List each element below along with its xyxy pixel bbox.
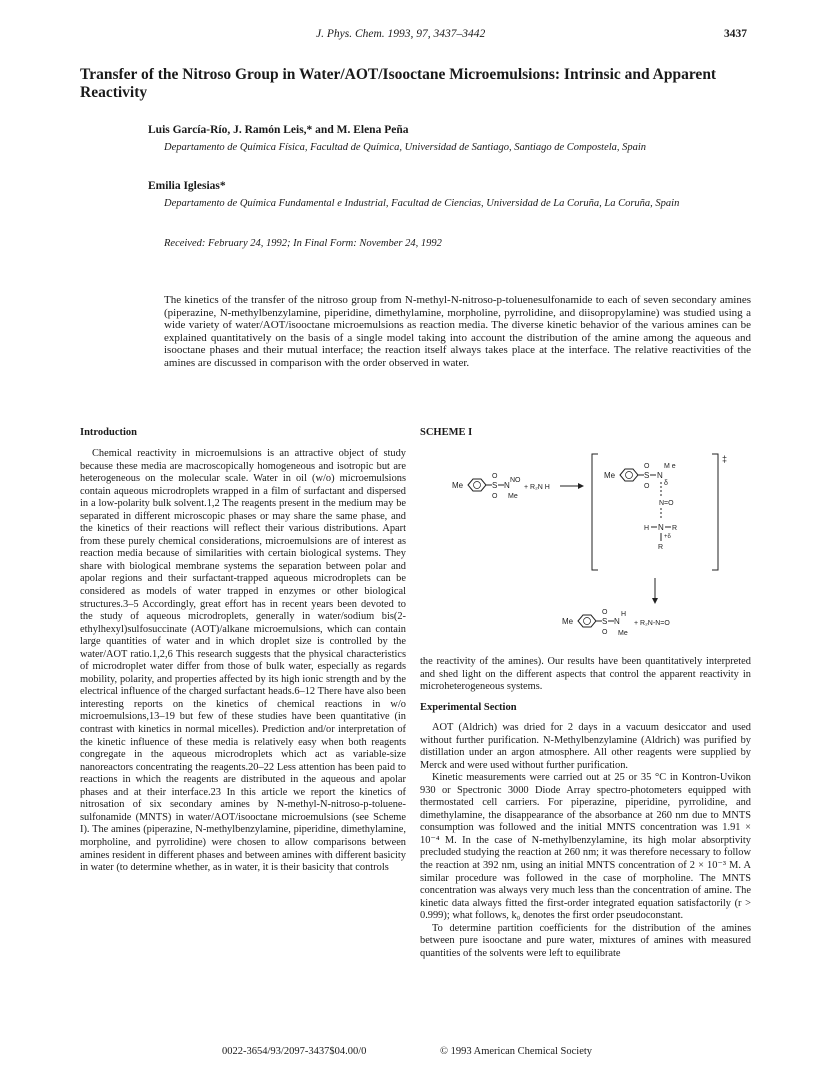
svg-text:S: S (644, 471, 650, 480)
ts-methyl: Me (604, 471, 616, 480)
svg-text:S: S (492, 481, 498, 490)
ts-sulfonamide-n: N (657, 471, 663, 480)
copyright: © 1993 American Chemical Society (440, 1046, 593, 1057)
ts-delta: δ (664, 480, 668, 487)
page-number: 3437 (724, 28, 747, 40)
received-dates: Received: February 24, 1992; In Final Form: November 24, 1992 (164, 238, 442, 249)
svg-text:O: O (644, 483, 650, 490)
svg-text:O: O (492, 493, 498, 500)
article-code: 0022-3654/93/2097-3437$04.00/0 (222, 1046, 367, 1057)
affiliation-2: Departamento de Química Fundamental e Industrial, Facultad de Ciencias, Universidad de La Coruña, La Coruña, Spain (164, 198, 680, 209)
experimental-body (420, 722, 751, 960)
reactant-nitroso: NO (510, 477, 521, 484)
product-structure (560, 604, 760, 644)
svg-text:O: O (644, 463, 650, 470)
svg-text:N: N (504, 481, 510, 490)
svg-text:O: O (492, 473, 498, 480)
ts-dagger: ‡ (722, 454, 728, 464)
introduction-body (80, 448, 406, 875)
transition-state (592, 454, 727, 570)
reactant-methyl: Me (452, 481, 464, 490)
ts-nitroso: N=O (659, 500, 674, 507)
experimental-heading: Experimental Section (420, 702, 517, 713)
introduction-paragraph: Chemical reactivity in microemulsions is an attractive object of study because these media are macroscopically homogeneous and isotropic but are heterogeneous on the molecular scale. Water in oil (w/o) microemulsions contain aqueous microdroplets wrapped in a film of surfactant and dispersed in a low-polarity bulk solvent.1,2 The reagents present in the medium may be separated in different microscopic phases or may share the same phase, and the kinetics of their reactions will reflect their various distributions. Apart from these purely chemical considerations, microemulsions are of interest as reaction media because of similarities with certain biological systems. They share with biological membrane systems the separation between polar and apolar regions and their surfactant-trapped aqueous microdroplets can be considered as models of water trapped in enzymes or other biological structures.3–5 Accordingly, great effort has in recent years been devoted to the study of aqueous microdroplets, generally in water/sodium bis(2-ethylhexyl)sulfosuccinate (AOT)/alkane microemulsions, which can contain large quantities of water and in which droplet size is controlled by the water/AOT ratio.1,2,6 This research suggests that the physical characteristics of microdroplet water differ from those of bulk water, especially as regards mobility, polarity, and properties affected by its high ionic strength and by the electrical influence of the charged surfactant heads.6–12 There have also been interesting reports on the kinetics of chemical reactions in w/o microemulsions,13–19 but few of these studies have been quantitative (in contrast with kinetics in normal micelles). Prediction and/or interpretation of the kinetic influence of these media is relatively easy when both reagents congregate in the aqueous microdroplets which act as variable-size nanoreactors concentrating the reagents.20–22 Less attention has been paid to reactions in which the reagents are distributed in the aqueous and apolar phases and at their interface.23 In this article we report the kinetics of nitrosation of six secondary amines by N-methyl-N-nitroso-p-toluene-sulfonamide (MNTS) in water/AOT/isooctane microemulsions (see Scheme I). The amines (piperazine, N-methylbenzylamine, piperidine, dimethylamine, morpholine, and pyrrolidine) were chosen to allow comparisons between amines resident in different phases and between amines with different basicity in water (to determine whether, as in water, it is their basicity that controls (80, 448, 406, 874)
ts-amine-r2: R (658, 544, 664, 551)
product-methyl: Me (562, 617, 574, 626)
ts-amine-n: N (658, 523, 664, 532)
ts-plus-delta: +δ (664, 534, 671, 540)
scheme-i-diagram (420, 448, 750, 608)
experimental-paragraph-3: To determine partition coefficients for the distribution of the amines between pure isooctane and pure water, mixtures of amines with measured quantities of the solvents were left to equilibrate (420, 922, 751, 959)
experimental-paragraph-1: AOT (Aldrich) was dried for 2 days in a vacuum desiccator and used without further purification. N-Methylbenzylamine (Aldrich) was purified by distillation under an argon atmosphere. All other reagents were supplied by Merck and were used without further purification. (420, 722, 751, 771)
experimental-paragraph-2: Kinetic measurements were carried out at 25 or 35 °C in Kontron-Uvikon 930 or Spectronic 3000 Diode Array spectro-photometers equipped with thermostated cell carriers. For piperazine, piperidine, pyrrolidine, and dimethylamine, the disappearance of the absorbance at 260 nm due to MNTS consumption was followed and the initial MNTS concentration was 1.91 × 10⁻⁴ M. In the case of N-methylbenzylamine, its high molar absorptivity precluded studying the reaction at 260 nm; it was therefore necessary to follow the reaction at 392 nm, using an initial MNTS concentration of 2 × 10⁻³ M. A similar procedure was followed in the case of morpholine. The MNTS concentration was always very much less than the concentration of amine. The kinetic data always fitted the first-order integrated equation satisfactorily (r > 0.999); what follows, k₀ denotes the first order pseudoconstant. (420, 772, 751, 922)
right-column-intro (420, 656, 751, 694)
ts-methyl-spaced: M e (664, 463, 676, 470)
running-header (0, 28, 827, 44)
svg-text:O: O (602, 629, 608, 636)
introduction-heading: Introduction (80, 427, 137, 438)
svg-text:N: N (614, 617, 620, 626)
svg-text:O: O (602, 609, 608, 616)
scheme-heading: SCHEME I (420, 427, 473, 438)
author-line-1: Luis García-Río, J. Ramón Leis,* and M. Elena Peña (148, 124, 409, 136)
reactant-n-methyl: Me (508, 493, 518, 500)
intro-continuation: the reactivity of the amines). Our results have been quantitatively interpreted and shed light on the different aspects that control the apparent reactivity in microheterogeneous systems. (420, 656, 751, 693)
product-nitrosamine: + R₂N-N=O (634, 620, 670, 627)
product-h: H (621, 611, 627, 618)
author-line-2: Emilia Iglesias* (148, 180, 226, 192)
paper-title: Transfer of the Nitroso Group in Water/AOT/Isooctane Microemulsions: Intrinsic and Apparent Reactivity (80, 66, 717, 101)
product-n-methyl: Me (618, 630, 628, 637)
amine-reagent: + R₂N H (524, 484, 550, 491)
reactant-structure (452, 473, 550, 500)
ts-amine-h: H (644, 525, 650, 532)
svg-text:S: S (602, 617, 608, 626)
affiliation-1: Departamento de Química Física, Facultad de Química, Universidad de Santiago, Santiago de Compostela, Spain (164, 142, 647, 153)
abstract: The kinetics of the transfer of the nitroso group from N-methyl-N-nitroso-p-toluenesulfonamide to each of seven secondary amines (piperazine, N-methylbenzylamine, piperidine, dimethylamine, morpholine, pyrrolidine, and diisopropylamine) was studied using a wide variety of water/AOT/isooctane microemulsions as reaction media. The diverse kinetic behavior of the various amines can be explained quantitatively on the basis of a single model taking into account the distribution of the amine among the aqueous and isooctane phases and their mutual interface; the reaction itself always takes place at the interface. The relative reactivities of the amines are discussed in comparison with the order observed in water. (164, 294, 751, 369)
ts-amine-r: R (672, 525, 678, 532)
journal-citation: J. Phys. Chem. 1993, 97, 3437–3442 (316, 28, 486, 40)
